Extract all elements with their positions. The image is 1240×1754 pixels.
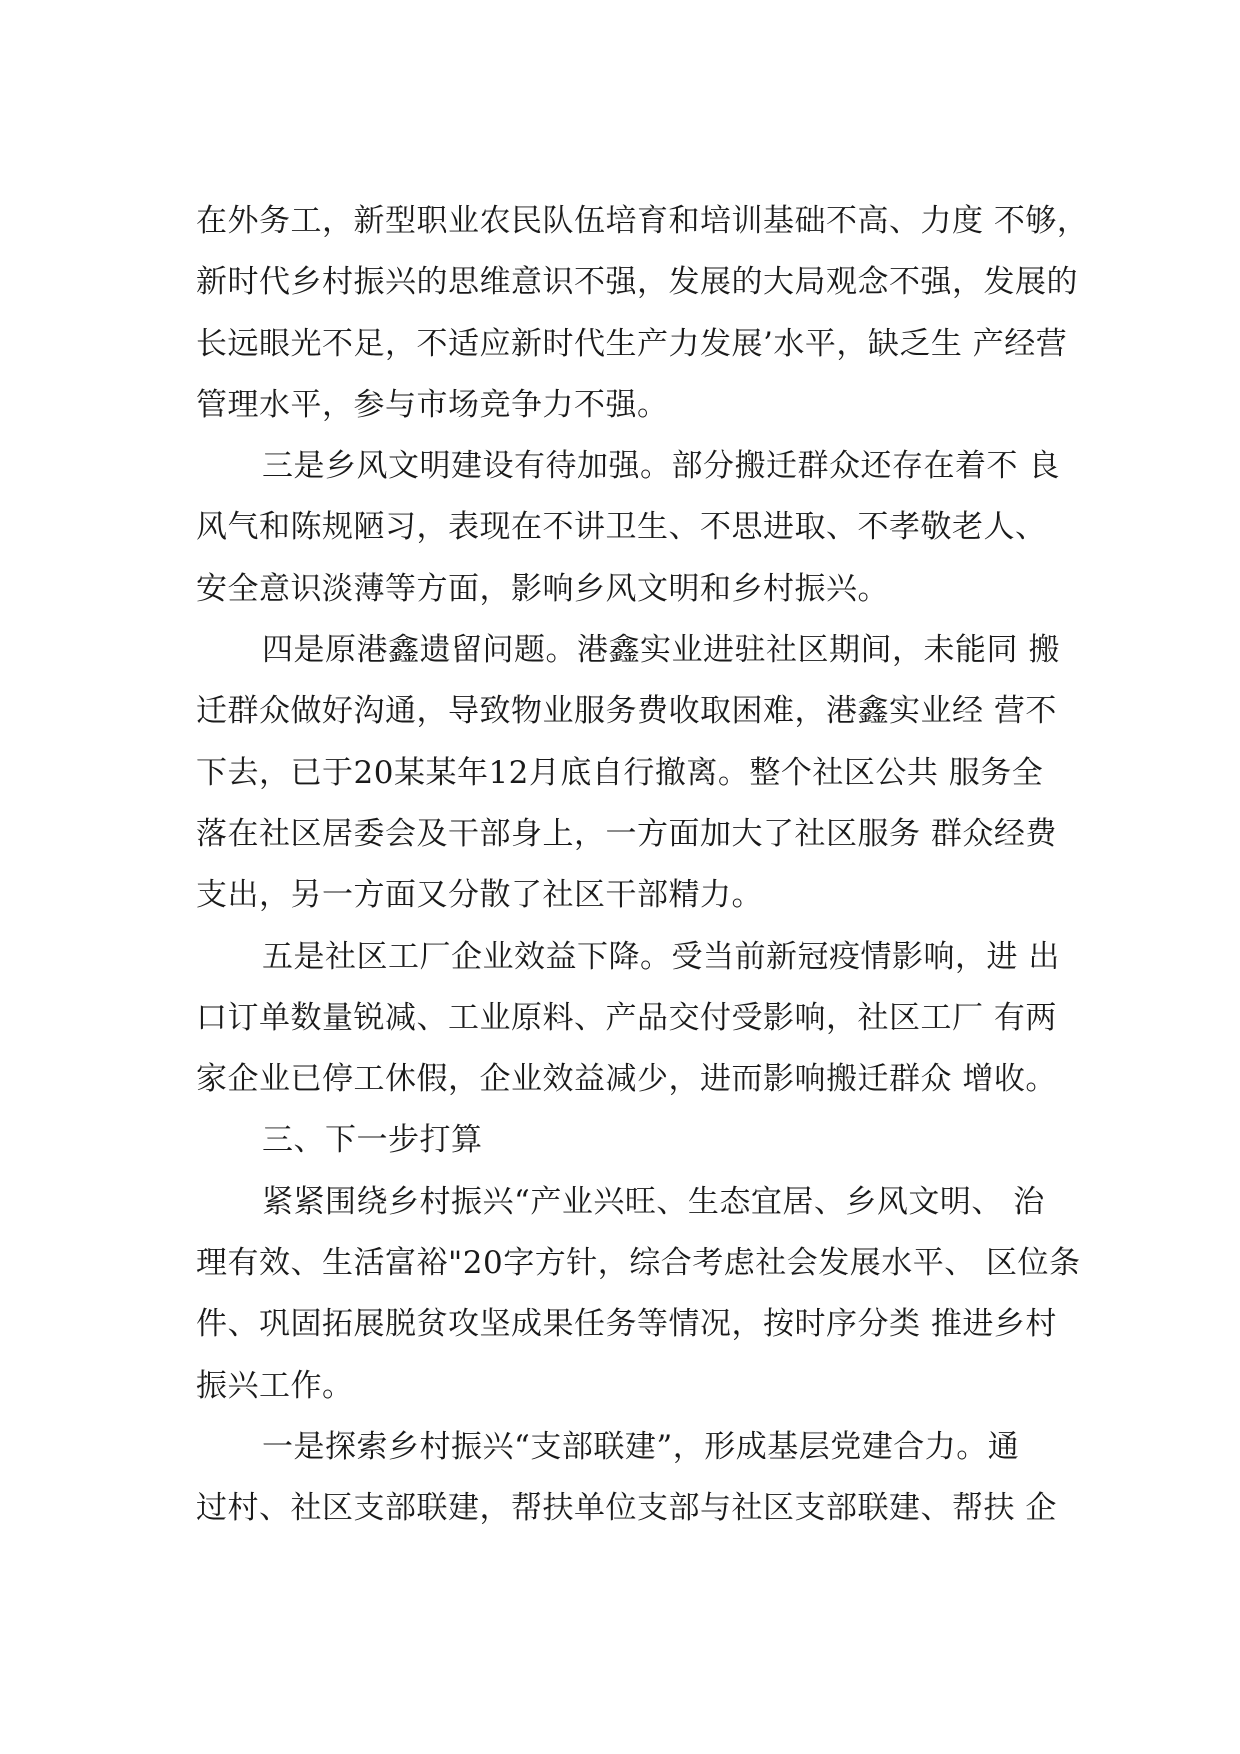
- text-line: 理有效、生活富裕"20字方针，综合考虑社会发展水平、 区位条: [196, 1245, 1081, 1282]
- paragraph-start-line: 三是乡风文明建设有待加强。部分搬迁群众还存在着不 良: [262, 448, 1060, 485]
- paragraph-start-line: 四是原港鑫遗留问题。港鑫实业进驻社区期间，未能同 搬: [262, 632, 1060, 669]
- text-line: 件、巩固拓展脱贫攻坚成果任务等情况，按时序分类 推进乡村: [196, 1306, 1057, 1343]
- paragraph-start-line: 一是探索乡村振兴“支部联建”，形成基层党建合力。通: [262, 1428, 1020, 1465]
- text-line: 新时代乡村振兴的思维意识不强，发展的大局观念不强，发展的: [196, 264, 1078, 301]
- text-line: 迁群众做好沟通，导致物业服务费收取困难，港鑫实业经 营不: [196, 693, 1057, 730]
- text-line: 管理水平，参与市场竞争力不强。: [196, 386, 669, 423]
- text-line: 家企业已停工休假，企业效益减少，进而影响搬迁群众 增收。: [196, 1061, 1057, 1098]
- text-line: 长远眼光不足，不适应新时代生产力发展’水平，缺乏生 产经营: [196, 325, 1068, 362]
- text-line: 振兴工作。: [196, 1367, 354, 1404]
- text-line: 支出，另一方面又分散了社区干部精力。: [196, 877, 763, 914]
- text-line: 落在社区居委会及干部身上，一方面加大了社区服务 群众经费: [196, 815, 1057, 852]
- text-line: 风气和陈规陋习，表现在不讲卫生、不思进取、不孝敬老人、: [196, 509, 1047, 546]
- paragraph-start-line: 五是社区工厂企业效益下降。受当前新冠疫情影响，进 出: [262, 938, 1060, 975]
- document-body: [196, 191, 1096, 1540]
- text-line: 口订单数量锐减、工业原料、产品交付受影响，社区工厂 有两: [196, 999, 1057, 1036]
- paragraph-start-line: 紧紧围绕乡村振兴“产业兴旺、生态宜居、乡风文明、 治: [262, 1183, 1045, 1220]
- text-line: 过村、社区支部联建，帮扶单位支部与社区支部联建、帮扶 企: [196, 1490, 1057, 1527]
- text-line: 安全意识淡薄等方面，影响乡风文明和乡村振兴。: [196, 570, 889, 607]
- text-line: 在外务工，新型职业农民队伍培育和培训基础不高、力度 不够，: [196, 203, 1089, 239]
- text-line: 下去，已于20某某年12月底自行撤离。整个社区公共 服务全: [196, 754, 1044, 791]
- section-heading: 三、下一步打算: [262, 1122, 483, 1159]
